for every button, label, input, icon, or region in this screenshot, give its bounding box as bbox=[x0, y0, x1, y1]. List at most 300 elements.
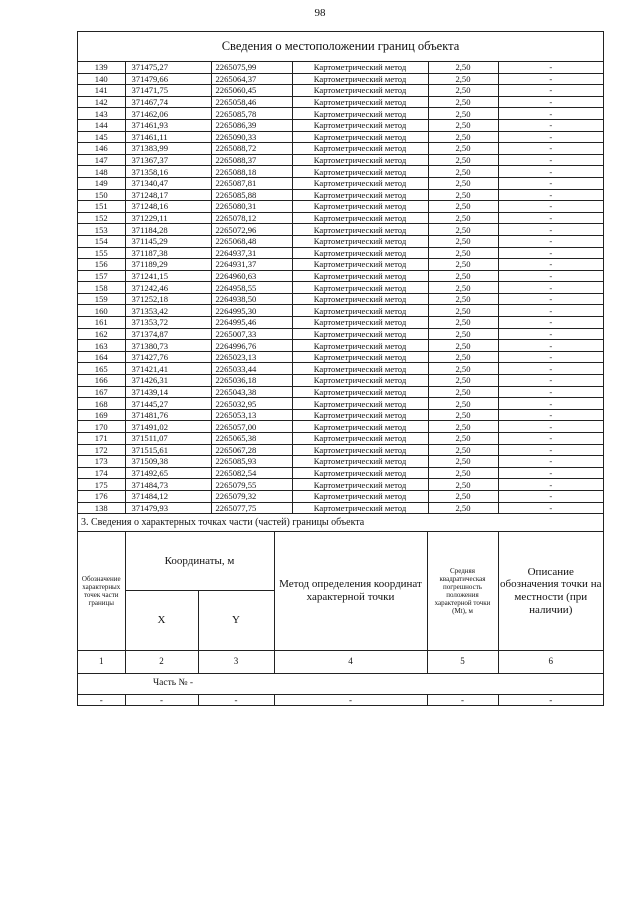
table-row bbox=[78, 259, 603, 271]
accuracy-cell: 2,50 bbox=[428, 143, 498, 155]
accuracy-cell: 2,50 bbox=[428, 108, 498, 120]
document-frame bbox=[77, 31, 604, 706]
point-number-cell: 168 bbox=[78, 398, 125, 410]
coord-y-cell: 2265087,81 bbox=[211, 177, 292, 189]
coord-y-cell: 2264931,37 bbox=[211, 259, 292, 271]
coord-x-cell: 371511,07 bbox=[125, 433, 211, 445]
col-method-header: Метод определения координат характерной точки bbox=[274, 532, 427, 650]
accuracy-cell: 2,50 bbox=[428, 201, 498, 213]
coord-x-cell: 371471,75 bbox=[125, 85, 211, 97]
method-cell: Картометрический метод bbox=[292, 456, 428, 468]
coord-x-cell: 371467,74 bbox=[125, 96, 211, 108]
coord-y-cell: 2265090,33 bbox=[211, 131, 292, 143]
table-row bbox=[78, 409, 603, 421]
table-row bbox=[78, 386, 603, 398]
description-cell: - bbox=[498, 456, 603, 468]
method-cell: Картометрический метод bbox=[292, 328, 428, 340]
accuracy-cell: 2,50 bbox=[428, 154, 498, 166]
coord-x-cell: 371353,42 bbox=[125, 305, 211, 317]
description-cell: - bbox=[498, 363, 603, 375]
coord-x-cell: 371439,14 bbox=[125, 386, 211, 398]
coord-y-cell: 2264960,63 bbox=[211, 270, 292, 282]
point-number-cell: 164 bbox=[78, 351, 125, 363]
col-x-header: X bbox=[125, 590, 198, 650]
section-header: Сведения о местоположении границ объекта bbox=[78, 32, 603, 62]
method-cell: Картометрический метод bbox=[292, 375, 428, 387]
point-number-cell: 163 bbox=[78, 340, 125, 352]
method-cell: Картометрический метод bbox=[292, 502, 428, 514]
part-cell: - bbox=[274, 694, 427, 705]
description-cell: - bbox=[498, 502, 603, 514]
accuracy-cell: 2,50 bbox=[428, 502, 498, 514]
description-cell: - bbox=[498, 73, 603, 85]
description-cell: - bbox=[498, 467, 603, 479]
coord-x-cell: 371484,12 bbox=[125, 490, 211, 502]
point-number-cell: 173 bbox=[78, 456, 125, 468]
coord-y-cell: 2265080,31 bbox=[211, 201, 292, 213]
description-cell: - bbox=[498, 479, 603, 491]
table-row bbox=[78, 317, 603, 329]
col-y-header: Y bbox=[198, 590, 274, 650]
accuracy-cell: 2,50 bbox=[428, 282, 498, 294]
method-cell: Картометрический метод bbox=[292, 421, 428, 433]
description-cell: - bbox=[498, 444, 603, 456]
point-number-cell: 156 bbox=[78, 259, 125, 271]
accuracy-cell: 2,50 bbox=[428, 62, 498, 73]
coord-y-cell: 2265057,00 bbox=[211, 421, 292, 433]
coord-x-cell: 371421,41 bbox=[125, 363, 211, 375]
accuracy-cell: 2,50 bbox=[428, 247, 498, 259]
coord-y-cell: 2264937,31 bbox=[211, 247, 292, 259]
coord-x-cell: 371426,31 bbox=[125, 375, 211, 387]
coord-y-cell: 2265032,95 bbox=[211, 398, 292, 410]
accuracy-cell: 2,50 bbox=[428, 259, 498, 271]
accuracy-cell: 2,50 bbox=[428, 293, 498, 305]
coord-x-cell: 371427,76 bbox=[125, 351, 211, 363]
coord-y-cell: 2265085,88 bbox=[211, 189, 292, 201]
accuracy-cell: 2,50 bbox=[428, 409, 498, 421]
column-number-row bbox=[78, 650, 603, 673]
coord-y-cell: 2265036,18 bbox=[211, 375, 292, 387]
table-row bbox=[78, 119, 603, 131]
coord-x-cell: 371462,06 bbox=[125, 108, 211, 120]
point-number-cell: 151 bbox=[78, 201, 125, 213]
page-number: 98 bbox=[314, 7, 326, 19]
point-number-cell: 147 bbox=[78, 154, 125, 166]
point-number-cell: 158 bbox=[78, 282, 125, 294]
point-number-cell: 172 bbox=[78, 444, 125, 456]
method-cell: Картометрический метод bbox=[292, 85, 428, 97]
description-cell: - bbox=[498, 433, 603, 445]
description-cell: - bbox=[498, 409, 603, 421]
description-cell: - bbox=[498, 386, 603, 398]
table-row bbox=[78, 166, 603, 178]
point-number-cell: 161 bbox=[78, 317, 125, 329]
coord-x-cell: 371461,93 bbox=[125, 119, 211, 131]
point-number-cell: 174 bbox=[78, 467, 125, 479]
point-number-cell: 162 bbox=[78, 328, 125, 340]
method-cell: Картометрический метод bbox=[292, 270, 428, 282]
section-3-title: 3. Сведения о характерных точках части (частей) границы объекта bbox=[78, 514, 603, 532]
coord-x-cell: 371189,29 bbox=[125, 259, 211, 271]
method-cell: Картометрический метод bbox=[292, 212, 428, 224]
table-row bbox=[78, 143, 603, 155]
coord-x-cell: 371484,73 bbox=[125, 479, 211, 491]
accuracy-cell: 2,50 bbox=[428, 189, 498, 201]
table-row bbox=[78, 351, 603, 363]
accuracy-cell: 2,50 bbox=[428, 235, 498, 247]
part-cell: - bbox=[125, 694, 198, 705]
table-row bbox=[78, 73, 603, 85]
point-number-cell: 144 bbox=[78, 119, 125, 131]
coord-y-cell: 2265033,44 bbox=[211, 363, 292, 375]
description-cell: - bbox=[498, 317, 603, 329]
part-points-table bbox=[78, 532, 603, 705]
table-row bbox=[78, 293, 603, 305]
part-cell: - bbox=[198, 694, 274, 705]
method-cell: Картометрический метод bbox=[292, 305, 428, 317]
description-cell: - bbox=[498, 259, 603, 271]
coord-x-cell: 371340,47 bbox=[125, 177, 211, 189]
description-cell: - bbox=[498, 351, 603, 363]
coord-x-cell: 371515,61 bbox=[125, 444, 211, 456]
coord-y-cell: 2265088,72 bbox=[211, 143, 292, 155]
coord-y-cell: 2265043,38 bbox=[211, 386, 292, 398]
accuracy-cell: 2,50 bbox=[428, 444, 498, 456]
accuracy-cell: 2,50 bbox=[428, 305, 498, 317]
description-cell: - bbox=[498, 131, 603, 143]
accuracy-cell: 2,50 bbox=[428, 398, 498, 410]
point-number-cell: 157 bbox=[78, 270, 125, 282]
point-number-cell: 175 bbox=[78, 479, 125, 491]
coord-x-cell: 371241,15 bbox=[125, 270, 211, 282]
accuracy-cell: 2,50 bbox=[428, 270, 498, 282]
part-cell: - bbox=[498, 694, 603, 705]
table-row bbox=[78, 96, 603, 108]
point-number-cell: 165 bbox=[78, 363, 125, 375]
accuracy-cell: 2,50 bbox=[428, 166, 498, 178]
table-row bbox=[78, 108, 603, 120]
table-row bbox=[78, 328, 603, 340]
table-row bbox=[78, 85, 603, 97]
coord-y-cell: 2265088,37 bbox=[211, 154, 292, 166]
boundary-points-table bbox=[78, 62, 603, 514]
description-cell: - bbox=[498, 177, 603, 189]
description-cell: - bbox=[498, 108, 603, 120]
point-number-cell: 142 bbox=[78, 96, 125, 108]
point-number-cell: 169 bbox=[78, 409, 125, 421]
coord-y-cell: 2265068,48 bbox=[211, 235, 292, 247]
column-number: 6 bbox=[498, 650, 603, 673]
col-coords-header: Координаты, м bbox=[125, 532, 274, 590]
description-cell: - bbox=[498, 166, 603, 178]
point-number-cell: 149 bbox=[78, 177, 125, 189]
table-row bbox=[78, 363, 603, 375]
coord-y-cell: 2264958,55 bbox=[211, 282, 292, 294]
description-cell: - bbox=[498, 270, 603, 282]
accuracy-cell: 2,50 bbox=[428, 131, 498, 143]
description-cell: - bbox=[498, 62, 603, 73]
method-cell: Картометрический метод bbox=[292, 479, 428, 491]
accuracy-cell: 2,50 bbox=[428, 375, 498, 387]
description-cell: - bbox=[498, 282, 603, 294]
accuracy-cell: 2,50 bbox=[428, 177, 498, 189]
accuracy-cell: 2,50 bbox=[428, 467, 498, 479]
point-number-cell: 148 bbox=[78, 166, 125, 178]
method-cell: Картометрический метод bbox=[292, 62, 428, 73]
method-cell: Картометрический метод bbox=[292, 166, 428, 178]
coord-y-cell: 2265072,96 bbox=[211, 224, 292, 236]
table-row bbox=[78, 375, 603, 387]
column-number: 1 bbox=[78, 650, 125, 673]
coord-x-cell: 371184,28 bbox=[125, 224, 211, 236]
coord-x-cell: 371248,17 bbox=[125, 189, 211, 201]
coord-y-cell: 2265077,75 bbox=[211, 502, 292, 514]
point-number-cell: 150 bbox=[78, 189, 125, 201]
column-number: 5 bbox=[427, 650, 498, 673]
table-row bbox=[78, 177, 603, 189]
table-row bbox=[78, 224, 603, 236]
empty-part-row bbox=[78, 694, 603, 705]
point-number-cell: 138 bbox=[78, 502, 125, 514]
description-cell: - bbox=[498, 305, 603, 317]
coord-y-cell: 2265079,55 bbox=[211, 479, 292, 491]
table-row bbox=[78, 201, 603, 213]
table-row bbox=[78, 421, 603, 433]
coord-x-cell: 371479,66 bbox=[125, 73, 211, 85]
method-cell: Картометрический метод bbox=[292, 317, 428, 329]
method-cell: Картометрический метод bbox=[292, 247, 428, 259]
accuracy-cell: 2,50 bbox=[428, 317, 498, 329]
method-cell: Картометрический метод bbox=[292, 154, 428, 166]
description-cell: - bbox=[498, 421, 603, 433]
description-cell: - bbox=[498, 96, 603, 108]
accuracy-cell: 2,50 bbox=[428, 96, 498, 108]
method-cell: Картометрический метод bbox=[292, 143, 428, 155]
point-number-cell: 141 bbox=[78, 85, 125, 97]
description-cell: - bbox=[498, 235, 603, 247]
coord-x-cell: 371248,16 bbox=[125, 201, 211, 213]
accuracy-cell: 2,50 bbox=[428, 340, 498, 352]
coord-y-cell: 2265007,33 bbox=[211, 328, 292, 340]
method-cell: Картометрический метод bbox=[292, 108, 428, 120]
coord-y-cell: 2264995,46 bbox=[211, 317, 292, 329]
table-row bbox=[78, 282, 603, 294]
description-cell: - bbox=[498, 490, 603, 502]
point-number-cell: 145 bbox=[78, 131, 125, 143]
point-number-cell: 171 bbox=[78, 433, 125, 445]
description-cell: - bbox=[498, 340, 603, 352]
point-number-cell: 146 bbox=[78, 143, 125, 155]
table-row bbox=[78, 305, 603, 317]
coord-y-cell: 2265082,54 bbox=[211, 467, 292, 479]
coord-x-cell: 371242,46 bbox=[125, 282, 211, 294]
coord-x-cell: 371380,73 bbox=[125, 340, 211, 352]
description-cell: - bbox=[498, 119, 603, 131]
table-row bbox=[78, 398, 603, 410]
part-label: Часть № - bbox=[78, 673, 603, 694]
description-cell: - bbox=[498, 247, 603, 259]
point-number-cell: 176 bbox=[78, 490, 125, 502]
method-cell: Картометрический метод bbox=[292, 235, 428, 247]
accuracy-cell: 2,50 bbox=[428, 351, 498, 363]
method-cell: Картометрический метод bbox=[292, 398, 428, 410]
accuracy-cell: 2,50 bbox=[428, 328, 498, 340]
coord-x-cell: 371358,16 bbox=[125, 166, 211, 178]
coord-y-cell: 2265079,32 bbox=[211, 490, 292, 502]
table-row bbox=[78, 62, 603, 73]
coord-y-cell: 2265085,93 bbox=[211, 456, 292, 468]
coord-x-cell: 371492,65 bbox=[125, 467, 211, 479]
coord-x-cell: 371229,11 bbox=[125, 212, 211, 224]
table-row bbox=[78, 479, 603, 491]
accuracy-cell: 2,50 bbox=[428, 456, 498, 468]
point-number-cell: 143 bbox=[78, 108, 125, 120]
table-row bbox=[78, 235, 603, 247]
method-cell: Картометрический метод bbox=[292, 490, 428, 502]
method-cell: Картометрический метод bbox=[292, 73, 428, 85]
coord-x-cell: 371509,38 bbox=[125, 456, 211, 468]
description-cell: - bbox=[498, 212, 603, 224]
accuracy-cell: 2,50 bbox=[428, 212, 498, 224]
accuracy-cell: 2,50 bbox=[428, 421, 498, 433]
coord-x-cell: 371481,76 bbox=[125, 409, 211, 421]
method-cell: Картометрический метод bbox=[292, 282, 428, 294]
accuracy-cell: 2,50 bbox=[428, 85, 498, 97]
description-cell: - bbox=[498, 154, 603, 166]
coord-y-cell: 2265088,18 bbox=[211, 166, 292, 178]
table-row bbox=[78, 212, 603, 224]
accuracy-cell: 2,50 bbox=[428, 363, 498, 375]
method-cell: Картометрический метод bbox=[292, 363, 428, 375]
coord-x-cell: 371353,72 bbox=[125, 317, 211, 329]
method-cell: Картометрический метод bbox=[292, 409, 428, 421]
coord-y-cell: 2265065,38 bbox=[211, 433, 292, 445]
table-row bbox=[78, 456, 603, 468]
table-row bbox=[78, 270, 603, 282]
method-cell: Картометрический метод bbox=[292, 201, 428, 213]
point-number-cell: 170 bbox=[78, 421, 125, 433]
column-number: 2 bbox=[125, 650, 198, 673]
coord-x-cell: 371374,87 bbox=[125, 328, 211, 340]
method-cell: Картометрический метод bbox=[292, 96, 428, 108]
method-cell: Картометрический метод bbox=[292, 131, 428, 143]
point-number-cell: 160 bbox=[78, 305, 125, 317]
point-number-cell: 153 bbox=[78, 224, 125, 236]
accuracy-cell: 2,50 bbox=[428, 479, 498, 491]
column-number: 4 bbox=[274, 650, 427, 673]
point-number-cell: 139 bbox=[78, 62, 125, 73]
method-cell: Картометрический метод bbox=[292, 224, 428, 236]
description-cell: - bbox=[498, 224, 603, 236]
coord-x-cell: 371491,02 bbox=[125, 421, 211, 433]
description-cell: - bbox=[498, 293, 603, 305]
description-cell: - bbox=[498, 328, 603, 340]
accuracy-cell: 2,50 bbox=[428, 224, 498, 236]
col-description-header: Описание обозначения точки на местности (при наличии) bbox=[498, 532, 603, 650]
coord-y-cell: 2265067,28 bbox=[211, 444, 292, 456]
coord-x-cell: 371145,29 bbox=[125, 235, 211, 247]
coord-x-cell: 371445,27 bbox=[125, 398, 211, 410]
table-row bbox=[78, 433, 603, 445]
col-designation-header: Обозначение характерных точек части границы bbox=[78, 532, 125, 650]
method-cell: Картометрический метод bbox=[292, 351, 428, 363]
description-cell: - bbox=[498, 375, 603, 387]
accuracy-cell: 2,50 bbox=[428, 73, 498, 85]
coord-y-cell: 2265075,99 bbox=[211, 62, 292, 73]
point-number-cell: 140 bbox=[78, 73, 125, 85]
point-number-cell: 152 bbox=[78, 212, 125, 224]
method-cell: Картометрический метод bbox=[292, 189, 428, 201]
description-cell: - bbox=[498, 201, 603, 213]
point-number-cell: 166 bbox=[78, 375, 125, 387]
accuracy-cell: 2,50 bbox=[428, 433, 498, 445]
table-row bbox=[78, 502, 603, 514]
part-cell: - bbox=[427, 694, 498, 705]
coord-y-cell: 2264938,50 bbox=[211, 293, 292, 305]
point-number-cell: 154 bbox=[78, 235, 125, 247]
method-cell: Картометрический метод bbox=[292, 259, 428, 271]
table-row bbox=[78, 247, 603, 259]
description-cell: - bbox=[498, 143, 603, 155]
point-number-cell: 159 bbox=[78, 293, 125, 305]
method-cell: Картометрический метод bbox=[292, 177, 428, 189]
method-cell: Картометрический метод bbox=[292, 293, 428, 305]
table-row bbox=[78, 340, 603, 352]
method-cell: Картометрический метод bbox=[292, 444, 428, 456]
method-cell: Картометрический метод bbox=[292, 467, 428, 479]
accuracy-cell: 2,50 bbox=[428, 386, 498, 398]
coord-y-cell: 2264996,76 bbox=[211, 340, 292, 352]
accuracy-cell: 2,50 bbox=[428, 490, 498, 502]
point-number-cell: 155 bbox=[78, 247, 125, 259]
coord-y-cell: 2265085,78 bbox=[211, 108, 292, 120]
coord-y-cell: 2265060,45 bbox=[211, 85, 292, 97]
table-row bbox=[78, 131, 603, 143]
table-row bbox=[78, 444, 603, 456]
coord-x-cell: 371252,18 bbox=[125, 293, 211, 305]
description-cell: - bbox=[498, 85, 603, 97]
coord-x-cell: 371187,38 bbox=[125, 247, 211, 259]
table-row bbox=[78, 490, 603, 502]
table-row bbox=[78, 154, 603, 166]
method-cell: Картометрический метод bbox=[292, 386, 428, 398]
method-cell: Картометрический метод bbox=[292, 340, 428, 352]
col-accuracy-header: Средняя квадратическая погрешность положения характерной точки (Mt), м bbox=[427, 532, 498, 650]
coord-y-cell: 2265064,37 bbox=[211, 73, 292, 85]
coord-y-cell: 2265058,46 bbox=[211, 96, 292, 108]
coord-y-cell: 2264995,30 bbox=[211, 305, 292, 317]
coord-x-cell: 371383,99 bbox=[125, 143, 211, 155]
description-cell: - bbox=[498, 189, 603, 201]
table-row bbox=[78, 189, 603, 201]
coord-x-cell: 371367,37 bbox=[125, 154, 211, 166]
table-row bbox=[78, 467, 603, 479]
description-cell: - bbox=[498, 398, 603, 410]
column-number: 3 bbox=[198, 650, 274, 673]
coord-x-cell: 371461,11 bbox=[125, 131, 211, 143]
coord-y-cell: 2265086,39 bbox=[211, 119, 292, 131]
coord-x-cell: 371479,93 bbox=[125, 502, 211, 514]
method-cell: Картометрический метод bbox=[292, 119, 428, 131]
coord-y-cell: 2265023,13 bbox=[211, 351, 292, 363]
coord-y-cell: 2265078,12 bbox=[211, 212, 292, 224]
part-cell: - bbox=[78, 694, 125, 705]
accuracy-cell: 2,50 bbox=[428, 119, 498, 131]
coord-x-cell: 371475,27 bbox=[125, 62, 211, 73]
method-cell: Картометрический метод bbox=[292, 433, 428, 445]
coord-y-cell: 2265053,13 bbox=[211, 409, 292, 421]
